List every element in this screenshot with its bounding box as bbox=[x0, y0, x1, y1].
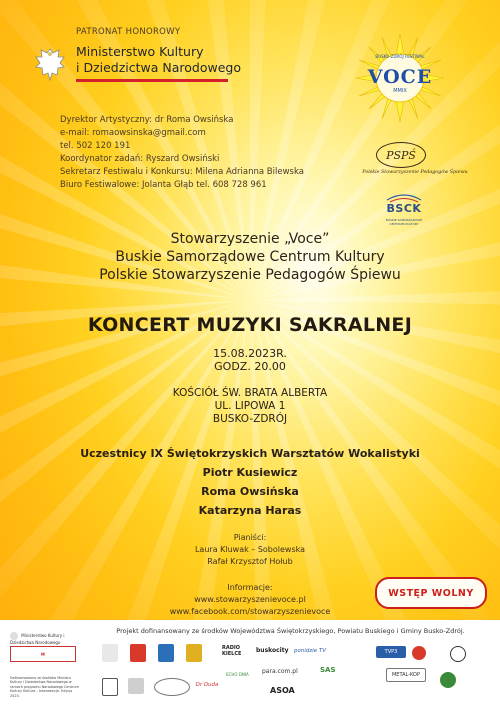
performers-block bbox=[0, 444, 500, 520]
venue-city: BUSKO-ZDRÓJ bbox=[212, 413, 288, 425]
pianists-block bbox=[0, 532, 500, 568]
contacts-block bbox=[60, 114, 304, 192]
facebook-link[interactable]: www.facebook.com/stowarzyszenievoce bbox=[169, 607, 331, 616]
footer-ministry bbox=[10, 632, 84, 645]
funding-note: Dofinansowano ze środków Ministra Kultury i Dziedzictwa Narodowego w ramach programu Narodowego Centrum Kultury Kultura – Interwencje. Edycja 2023. bbox=[10, 676, 79, 698]
buskocity-logo: buskocity bbox=[256, 647, 289, 654]
asoa-logo: ASOA bbox=[270, 686, 295, 695]
voce-roman: MMIX bbox=[393, 88, 407, 94]
coat-of-arms-icon bbox=[158, 644, 174, 662]
ncc-mark: ▮▮ bbox=[41, 652, 45, 656]
ponidzie-tv-logo: ponidzie TV bbox=[294, 648, 327, 654]
dr-duda-logo: Dr Duda bbox=[195, 682, 219, 688]
coat-of-arms-icon bbox=[186, 644, 202, 662]
date-time-block bbox=[0, 347, 500, 373]
eagle-emblem-icon bbox=[33, 45, 67, 83]
metal-kop-logo: METAL-KOP bbox=[386, 668, 426, 682]
bsck-mark: BSCK bbox=[386, 202, 422, 215]
partner-logo bbox=[450, 646, 466, 662]
footer bbox=[0, 620, 500, 707]
ministry-underline bbox=[76, 79, 228, 82]
pianists-label: Pianiści: bbox=[233, 533, 267, 542]
bsck-small-logo bbox=[102, 678, 118, 696]
performer-haras: Katarzyna Haras bbox=[198, 504, 302, 517]
project-note: Projekt dofinansowany ze środków Województwa Świętokrzyskiego, Powiatu Buskiego i Gminy Busko-Zdrój. bbox=[116, 627, 465, 635]
website-link[interactable]: www.stowarzyszenievoce.pl bbox=[194, 595, 306, 604]
voce-word: VOCE bbox=[367, 66, 433, 88]
coat-of-arms-icon bbox=[130, 644, 146, 662]
concert-date: 15.08.2023R. bbox=[213, 347, 287, 360]
venue-block bbox=[0, 387, 500, 426]
tvp3-logo: TVP3 KIELCE bbox=[376, 646, 406, 658]
coat-of-arms-icon bbox=[102, 644, 118, 662]
performer-workshop: Uczestnicy IX Świętokrzyskich Warsztatów Wokalistyki bbox=[80, 447, 420, 460]
pianist-holub: Rafał Krzysztof Hołub bbox=[207, 557, 293, 566]
ministry-line1: Ministerstwo Kultury bbox=[76, 44, 204, 59]
contact-secretary: Sekretarz Festiwalu i Konkursu: Milena Adrianna Bilewska bbox=[60, 167, 304, 177]
admission-badge: WSTĘP WOLNY bbox=[375, 577, 487, 609]
partner-logo bbox=[128, 678, 144, 694]
organizer-bsck: Buskie Samorządowe Centrum Kultury bbox=[115, 249, 385, 265]
pianist-kluwak: Laura Kluwak – Sobolewska bbox=[194, 545, 306, 554]
concert-time: GODZ. 20.00 bbox=[214, 360, 286, 373]
information-label: Informacje: bbox=[227, 583, 273, 592]
organizer-psps: Polskie Stowarzyszenie Pedagogów Śpiewu bbox=[99, 267, 401, 283]
performer-owsinska: Roma Owsińska bbox=[201, 485, 299, 498]
eagle-small-icon bbox=[10, 632, 18, 640]
venue-church: KOŚCIÓŁ ŚW. BRATA ALBERTA bbox=[172, 387, 328, 399]
performer-kusiewicz: Piotr Kusiewicz bbox=[202, 466, 298, 479]
contact-director: Dyrektor Artystyczny: dr Roma Owsińska bbox=[60, 115, 234, 125]
para-logo: para.com.pl bbox=[262, 668, 298, 675]
concert-title: KONCERT MUZYKI SAKRALNEJ bbox=[87, 314, 413, 336]
partner-logo bbox=[440, 672, 456, 688]
venue-street: UL. LIPOWA 1 bbox=[214, 400, 286, 412]
psps-caption: Polskie Stowarzyszenie Pedagogów Śpiewu bbox=[362, 170, 468, 175]
voce-arc-text: BUSKO-ZDRÓJ FESTIWAL bbox=[375, 54, 425, 59]
partner-logo bbox=[412, 646, 426, 660]
contact-office: Biuro Festiwalowe: Jolanta Głąb tel. 608 728 961 bbox=[60, 180, 267, 190]
contact-coordinator: Koordynator zadań: Ryszard Owsiński bbox=[60, 154, 220, 164]
psps-small-logo bbox=[154, 678, 190, 696]
organizers-block bbox=[0, 230, 500, 284]
contact-phone: tel. 502 120 191 bbox=[60, 141, 131, 151]
psps-logo: PSPŚ bbox=[376, 142, 426, 168]
sas-logo: SAS bbox=[320, 666, 336, 674]
ministry-line2: i Dziedzictwa Narodowego bbox=[76, 60, 241, 75]
bsck-caption: BUSKIE SAMORZĄDOWE CENTRUM KULTURY bbox=[385, 218, 423, 226]
patronage-label: PATRONAT HONOROWY bbox=[76, 27, 181, 37]
radio-kielce-logo: RADIO KIELCE bbox=[222, 645, 242, 657]
organizer-voce: Stowarzyszenie „Voce” bbox=[170, 231, 330, 247]
echo-dnia-logo: ECHO DNIA bbox=[226, 672, 249, 677]
ncc-logo bbox=[10, 646, 76, 662]
ministry-name bbox=[76, 44, 241, 76]
footer-ministry-text: Ministerstwo Kultury i Dziedzictwa Narodowego bbox=[10, 633, 65, 645]
contact-email[interactable]: e-mail: romaowsinska@gmail.com bbox=[60, 128, 206, 138]
